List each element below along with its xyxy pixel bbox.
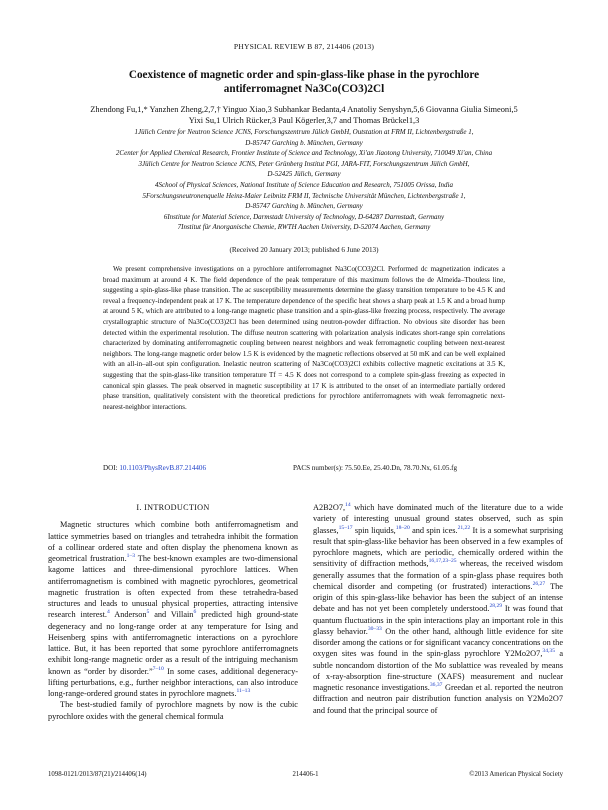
abstract [103, 264, 505, 412]
text-run: The origin of this spin-glass-like behavior has been the subject of an intense debate and has not yet been completely understood. [313, 581, 563, 614]
text-run: Anderson [114, 610, 147, 620]
affiliations [40, 127, 568, 233]
text-run: whereas, the received wisdom generally assumes that the formation of a spin-glass phase requires both chemical disorder and competing (or frustrated) interactions. [313, 559, 563, 591]
intro-paragraph-3 [313, 502, 563, 716]
affiliation-line: 4School of Physical Sciences, National Institute of Science Education and Research, 751005 Orissa, India [155, 180, 453, 189]
text-run: A2B2O7, [313, 503, 346, 512]
citation-link[interactable]: 4 [107, 609, 110, 616]
text-run: spin liquids, [354, 525, 396, 535]
citation-link[interactable]: 36,37 [429, 682, 443, 689]
received-date: (Received 20 January 2013; published 6 June 2013) [229, 246, 379, 254]
citation-link[interactable]: 28,29 [489, 603, 503, 610]
citation-link[interactable]: 5 [146, 609, 150, 616]
affiliation-line: D-85747 Garching b. München, Germany [245, 202, 363, 211]
text-run: and Villain [154, 610, 194, 620]
text-run: and spin ices. [412, 525, 458, 535]
right-column [313, 502, 563, 716]
doi-link[interactable]: 10.1103/PhysRevB.87.214406 [119, 464, 207, 472]
citation-link[interactable]: 7–10 [152, 665, 164, 672]
footer-issn: 1098-0121/2013/87(21)/214406(14) [48, 771, 147, 778]
authors-line-1: Zhendong Fu,1,* Yanzhen Zheng,2,7,† Yinguo Xiao,3 Subhankar Bedanta,4 Anatoliy Senyshyn,5,6 Giovanna Giulia Simeoni,5 [90, 105, 518, 114]
citation-link[interactable]: 18–20 [395, 524, 410, 531]
pacs-numbers: PACS number(s): 75.50.Ee, 25.40.Dn, 78.70.Nx, 61.05.fg [293, 464, 458, 472]
authors-line-2: Yixi Su,1 Ulrich Rücker,3 Paul Kögerler,3,7 and Thomas Brückel1,3 [188, 116, 420, 126]
text-run: It was found that quantum fluctuations in the spin interactions play an important role in this glassy behavior. [313, 604, 563, 636]
citation-link[interactable]: 26,27 [532, 580, 546, 587]
citation-link[interactable]: 30–33 [367, 625, 382, 632]
section-heading: I. INTRODUCTION [136, 503, 210, 512]
text-run: It is a somewhat surprising result that spin-glass-like behavior has been observed in a few examples of pyrochlore magnets, which are periodic, chemically ordered within the sensitivity of diffraction methods, [313, 525, 563, 569]
intro-paragraph-2: The best-studied family of pyrochlore magnets by now is the cubic pyrochlore oxides with the general chemical formula [48, 700, 298, 721]
text-run: Greedan et al. reported the neutron diffraction and neutron pair distribution function analysis on Y2Mo2O7 and found that the principal source of [313, 683, 563, 715]
citation-link[interactable]: 34,35 [542, 648, 555, 655]
citation-link[interactable]: 14 [345, 502, 351, 509]
citation-link[interactable]: 1–3 [126, 553, 136, 560]
citation-link[interactable]: 16,17,23–25 [428, 558, 457, 565]
affiliation-line: 6Institute for Material Science, Darmstadt University of Technology, D-64287 Darmstadt, Germany [163, 212, 445, 221]
footer-page-number: 214406-1 [292, 771, 319, 778]
title-line-2: antiferromagnet Na3Co(CO3)2Cl [223, 83, 385, 95]
citation-link[interactable]: 11–13 [236, 688, 251, 695]
affiliation-line: 2Center for Applied Chemical Research, Frontier Institute of Science and Technology, Xi'an Jiaotong University, 710049 Xi'an, China [115, 149, 493, 158]
citation-link[interactable]: 6 [193, 609, 197, 616]
text-run: predicted high ground-state degeneracy and no long-range order at any temperature for Ising and Heisenberg spins with antiferromagnetic interactions on a pyrochlore lattice. But, it has been reported that some pyrochlore antiferromagnets exhibit long-range magnetic order as a result of the intriguing mechanism known as “order by disorder.” [48, 610, 299, 676]
text-run: The best-known examples are two-dimensional kagome lattices and three-dimensional pyrochlore lattices. When antiferromagnetism is combined with magnetic pyrochlores, geometrical magnetic frustration is often expected from these tetrahedra-based structures and leads to unusual physical properties, attracting intensive research interest. [48, 554, 298, 620]
doi-label: DOI: [103, 464, 118, 472]
doi [103, 464, 206, 472]
text-run: a subtle noncandom distortion of the Mo sublattice was revealed by means of x-ray-absorption fine-structure (XAFS) measurement and nuclear magnetic resonance investigations. [313, 649, 564, 692]
affiliation-line: 5Forschungsneutronenquelle Heinz-Maier Leibnitz FRM II, Technische Universität München, Lichtenbergstraße 1, [142, 191, 466, 200]
text-run: In some cases, additional degeneracy-lifting perturbations, e.g., further neighbor interactions, can also introduce long-range-ordered ground states in pyrochlore magnets. [48, 666, 299, 698]
intro-paragraph-1 [48, 519, 298, 699]
text-run: Magnetic structures which combine both antiferromagnetism and lattice symmetries based on triangles and tetrahedra inhibit the formation of a collinear ordered state and often display the phenomena known as geometrical frustration. [48, 520, 298, 563]
affiliation-line: D-52425 Jülich, Germany [267, 170, 341, 179]
left-column [48, 502, 298, 722]
author-list [46, 104, 562, 126]
paper-title [60, 68, 548, 96]
title-line-1: Coexistence of magnetic order and spin-glass-like phase in the pyrochlore [128, 69, 480, 81]
footer-copyright: ©2013 American Physical Society [469, 771, 563, 778]
affiliation-line: 7Institut für Anorganische Chemie, RWTH Aachen University, D-52074 Aachen, Germany [177, 223, 431, 232]
abstract-text: We present comprehensive investigations on a pyrochlore antiferromagnet Na3Co(CO3)2Cl. Performed dc magnetization indicates a broad maximum at around 4 K. The field dependence of the peak temperature of this maximum follows the de Almeida–Thouless line, suggesting a spin-glass-like phase transition. The ac susceptibility measurements determine the glassy transition temperature to be 4.5 K and reveal a frequency-independent peak at 17 K. The temperature dependence of the specific heat shows a sharp peak at 1.5 K and a broad hump at around 5 K, which are attributed to a long-range magnetic phase transition and a spin-glass-like freezing process, respectively. The average crystallographic structure of Na3Co(CO3)2Cl has been determined using neutron-powder diffraction. No obvious site disorder has been detected within the experimental resolution. The diffuse neutron scattering with polarization analysis indicates short-range spin correlations characterized by dominating antiferromagnetic coupling between nearest neighbors and weak ferromagnetic coupling between next-nearest neighbors. The long-range magnetic order below 1.5 K is evidenced by the magnetic reflections observed at 50 mK and can be well explained with an all-in–all-out spin configuration. Inelastic neutron scattering of Na3Co(CO3)2Cl exhibits collective magnetic excitations at 3.5 K, suggesting that the spin-glass-like transition temperature Tf = 4.5 K does not correspond to a complete spin-glass freezing as expected in canonical spin glasses. The peak observed in magnetic susceptibility at 17 K is attributed to the onset of an intermediate partially ordered phase transition, qualitatively consistent with the theoretical predictions for pyrochlore antiferromagnets with weak ferromagnetic next-nearest-neighbor interactions. [103, 265, 505, 411]
citation-link[interactable]: 21,22 [457, 524, 471, 531]
text-run: which have dominated much of the literature due to a wide variety of interesting unusual ground states observed, such as spin glasses, [313, 503, 563, 535]
citation-link[interactable]: 15–17 [338, 524, 353, 531]
affiliation-line: D-85747 Garching b. München, Germany [245, 138, 363, 147]
affiliation-line: 3Jülich Centre for Neutron Science JCNS, Peter Grünberg Institut PGI, JARA-FIT, Forschungszentrum Jülich GmbH, [138, 159, 470, 168]
text-run: On the other hand, although little evidence for site disorder among the cations or for significant vacancy concentrations on the oxygen sites was found in the spin-glass pyrochlore Y2Mo2O7, [313, 626, 563, 659]
affiliation-line: 1Jülich Centre for Neutron Science JCNS, Forschungszentrum Jülich GmbH, Outstation at FRM II, Lichtenbergstraße 1, [134, 128, 474, 136]
running-head: PHYSICAL REVIEW B 87, 214406 (2013) [233, 42, 375, 51]
